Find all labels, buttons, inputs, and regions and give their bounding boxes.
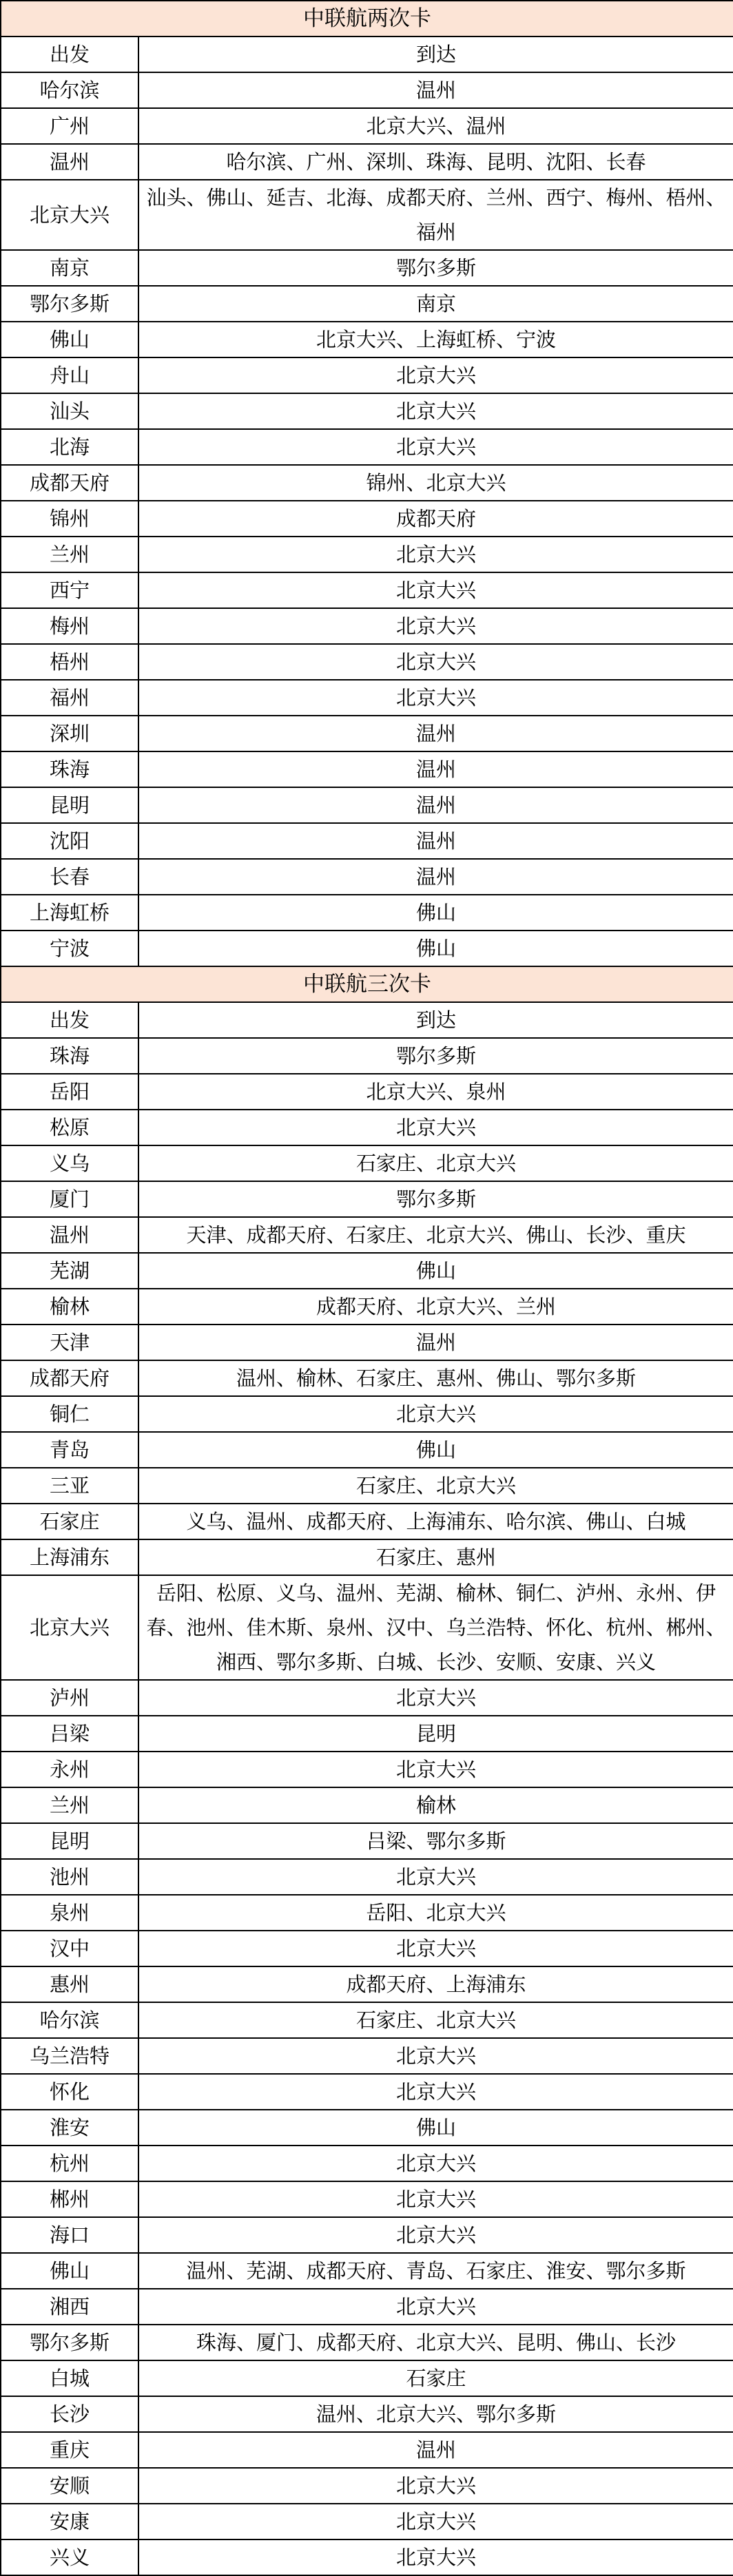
arrival-cell: 石家庄、北京大兴 (138, 2002, 733, 2038)
arrival-cell: 石家庄、北京大兴 (138, 1145, 733, 1181)
table-row (1, 2074, 733, 2110)
table-row (1, 1181, 733, 1217)
arrival-column-header: 到达 (138, 37, 733, 72)
departure-cell: 佛山 (1, 2253, 138, 2289)
arrival-cell: 温州 (138, 859, 733, 895)
departure-cell: 长春 (1, 859, 138, 895)
arrival-cell: 鄂尔多斯 (138, 1181, 733, 1217)
departure-cell: 乌兰浩特 (1, 2038, 138, 2074)
arrival-cell: 天津、成都天府、石家庄、北京大兴、佛山、长沙、重庆 (138, 1217, 733, 1253)
table-row (1, 2146, 733, 2181)
departure-cell: 昆明 (1, 1823, 138, 1859)
arrival-cell: 佛山 (138, 2110, 733, 2146)
departure-cell: 泉州 (1, 1895, 138, 1931)
arrival-cell: 北京大兴 (138, 2038, 733, 2074)
table-row (1, 1038, 733, 1074)
departure-cell: 福州 (1, 680, 138, 716)
table-row (1, 1539, 733, 1575)
table-row (1, 1360, 733, 1396)
arrival-cell: 温州 (138, 787, 733, 823)
departure-cell: 安康 (1, 2504, 138, 2539)
table-row (1, 823, 733, 859)
table-row (1, 1432, 733, 1468)
table-row (1, 2253, 733, 2289)
arrival-cell: 北京大兴 (138, 2074, 733, 2110)
departure-cell: 三亚 (1, 1468, 138, 1504)
departure-cell: 杭州 (1, 2146, 138, 2181)
arrival-cell: 佛山 (138, 895, 733, 931)
departure-cell: 北海 (1, 429, 138, 465)
table-row (1, 501, 733, 537)
arrival-cell: 温州 (138, 751, 733, 787)
departure-cell: 泸州 (1, 1680, 138, 1716)
table-row (1, 537, 733, 572)
arrival-cell: 北京大兴 (138, 1931, 733, 1966)
arrival-cell: 北京大兴 (138, 1110, 733, 1145)
arrival-cell: 成都天府 (138, 501, 733, 537)
departure-cell: 温州 (1, 1217, 138, 1253)
table-row (1, 180, 733, 250)
departure-cell: 汉中 (1, 1931, 138, 1966)
departure-cell: 吕梁 (1, 1716, 138, 1752)
table-row (1, 286, 733, 322)
arrival-cell: 北京大兴 (138, 393, 733, 429)
arrival-cell: 石家庄 (138, 2360, 733, 2396)
arrival-cell: 温州 (138, 2432, 733, 2468)
arrival-cell: 北京大兴 (138, 2181, 733, 2217)
arrival-cell: 成都天府、北京大兴、兰州 (138, 1289, 733, 1325)
table-row (1, 1680, 733, 1716)
arrival-cell: 鄂尔多斯 (138, 1038, 733, 1074)
table-row (1, 250, 733, 286)
table-row (1, 2504, 733, 2539)
departure-cell: 海口 (1, 2217, 138, 2253)
arrival-cell: 义乌、温州、成都天府、上海浦东、哈尔滨、佛山、白城 (138, 1504, 733, 1539)
table-row (1, 1966, 733, 2002)
arrival-cell: 北京大兴 (138, 2289, 733, 2325)
arrival-cell: 北京大兴 (138, 1396, 733, 1432)
arrival-cell: 佛山 (138, 931, 733, 966)
arrival-column-header: 到达 (138, 1002, 733, 1038)
departure-cell: 兴义 (1, 2539, 138, 2575)
departure-cell: 芜湖 (1, 1253, 138, 1289)
departure-cell: 哈尔滨 (1, 72, 138, 108)
table-row (1, 751, 733, 787)
arrival-cell: 珠海、厦门、成都天府、北京大兴、昆明、佛山、长沙 (138, 2325, 733, 2360)
table-row (1, 322, 733, 357)
departure-cell: 永州 (1, 1752, 138, 1787)
arrival-cell: 北京大兴 (138, 644, 733, 680)
arrival-cell: 北京大兴 (138, 680, 733, 716)
table-row (1, 108, 733, 144)
arrival-cell: 北京大兴、上海虹桥、宁波 (138, 322, 733, 357)
arrival-cell: 北京大兴 (138, 2146, 733, 2181)
table-row (1, 572, 733, 608)
table-row (1, 2468, 733, 2504)
table-row (1, 393, 733, 429)
table-row (1, 429, 733, 465)
arrival-cell: 北京大兴 (138, 2468, 733, 2504)
departure-cell: 珠海 (1, 751, 138, 787)
departure-cell: 长沙 (1, 2396, 138, 2432)
departure-cell: 湘西 (1, 2289, 138, 2325)
table-row (1, 1325, 733, 1360)
arrival-cell: 北京大兴 (138, 2539, 733, 2575)
arrival-cell: 锦州、北京大兴 (138, 465, 733, 501)
table-row (1, 1145, 733, 1181)
departure-cell: 义乌 (1, 1145, 138, 1181)
departure-cell: 昆明 (1, 787, 138, 823)
table-row (1, 2360, 733, 2396)
section-title: 中联航两次卡 (1, 1, 733, 37)
arrival-cell: 石家庄、北京大兴 (138, 1468, 733, 1504)
table-row (1, 2110, 733, 2146)
departure-cell: 成都天府 (1, 465, 138, 501)
departure-cell: 锦州 (1, 501, 138, 537)
table-row (1, 1253, 733, 1289)
table-row (1, 72, 733, 108)
arrival-cell: 哈尔滨、广州、深圳、珠海、昆明、沈阳、长春 (138, 144, 733, 180)
departure-cell: 石家庄 (1, 1504, 138, 1539)
arrival-cell: 温州 (138, 823, 733, 859)
arrival-cell: 温州、芜湖、成都天府、青岛、石家庄、淮安、鄂尔多斯 (138, 2253, 733, 2289)
departure-cell: 厦门 (1, 1181, 138, 1217)
table-row (1, 680, 733, 716)
arrival-cell: 北京大兴、泉州 (138, 1074, 733, 1110)
section-header (1, 966, 733, 1002)
departure-cell: 梅州 (1, 608, 138, 644)
arrival-cell: 北京大兴 (138, 572, 733, 608)
arrival-cell: 北京大兴 (138, 1680, 733, 1716)
departure-cell: 上海浦东 (1, 1539, 138, 1575)
table-row (1, 2217, 733, 2253)
table-row (1, 1074, 733, 1110)
departure-cell: 北京大兴 (1, 180, 138, 250)
departure-cell: 南京 (1, 250, 138, 286)
arrival-cell: 岳阳、北京大兴 (138, 1895, 733, 1931)
table-row (1, 2002, 733, 2038)
arrival-cell: 北京大兴、温州 (138, 108, 733, 144)
arrival-cell: 榆林 (138, 1787, 733, 1823)
arrival-cell: 温州、北京大兴、鄂尔多斯 (138, 2396, 733, 2432)
table-row (1, 716, 733, 751)
arrival-cell: 吕梁、鄂尔多斯 (138, 1823, 733, 1859)
departure-cell: 淮安 (1, 2110, 138, 2146)
departure-cell: 兰州 (1, 1787, 138, 1823)
table-row (1, 2539, 733, 2575)
table-row (1, 1289, 733, 1325)
arrival-cell: 北京大兴 (138, 608, 733, 644)
departure-cell: 安顺 (1, 2468, 138, 2504)
arrival-cell: 石家庄、惠州 (138, 1539, 733, 1575)
departure-cell: 兰州 (1, 537, 138, 572)
arrival-cell: 北京大兴 (138, 2217, 733, 2253)
table-row (1, 1716, 733, 1752)
table-row (1, 1752, 733, 1787)
arrival-cell: 南京 (138, 286, 733, 322)
table-row (1, 1895, 733, 1931)
arrival-cell: 温州、榆林、石家庄、惠州、佛山、鄂尔多斯 (138, 1360, 733, 1396)
table-row (1, 1931, 733, 1966)
departure-cell: 鄂尔多斯 (1, 286, 138, 322)
table-row (1, 465, 733, 501)
table-row (1, 2325, 733, 2360)
departure-cell: 宁波 (1, 931, 138, 966)
arrival-cell: 温州 (138, 1325, 733, 1360)
departure-cell: 重庆 (1, 2432, 138, 2468)
departure-cell: 沈阳 (1, 823, 138, 859)
departure-cell: 深圳 (1, 716, 138, 751)
table-row (1, 644, 733, 680)
departure-cell: 梧州 (1, 644, 138, 680)
departure-cell: 郴州 (1, 2181, 138, 2217)
departure-cell: 鄂尔多斯 (1, 2325, 138, 2360)
column-header-row (1, 1002, 733, 1038)
departure-cell: 榆林 (1, 1289, 138, 1325)
arrival-cell: 汕头、佛山、延吉、北海、成都天府、兰州、西宁、梅州、梧州、福州 (138, 180, 733, 250)
arrival-cell: 佛山 (138, 1253, 733, 1289)
departure-column-header: 出发 (1, 1002, 138, 1038)
table-row (1, 2289, 733, 2325)
departure-cell: 铜仁 (1, 1396, 138, 1432)
arrival-cell: 佛山 (138, 1432, 733, 1468)
departure-cell: 舟山 (1, 357, 138, 393)
arrival-cell: 温州 (138, 72, 733, 108)
departure-column-header: 出发 (1, 37, 138, 72)
departure-cell: 上海虹桥 (1, 895, 138, 931)
arrival-cell: 北京大兴 (138, 1752, 733, 1787)
table-row (1, 2432, 733, 2468)
departure-cell: 成都天府 (1, 1360, 138, 1396)
table-row (1, 1468, 733, 1504)
table-row (1, 1217, 733, 1253)
table-row (1, 1110, 733, 1145)
arrival-cell: 昆明 (138, 1716, 733, 1752)
arrival-cell: 温州 (138, 716, 733, 751)
table-row (1, 1396, 733, 1432)
table-row (1, 2038, 733, 2074)
departure-cell: 青岛 (1, 1432, 138, 1468)
departure-cell: 松原 (1, 1110, 138, 1145)
section-title: 中联航三次卡 (1, 966, 733, 1002)
arrival-cell: 成都天府、上海浦东 (138, 1966, 733, 2002)
departure-cell: 惠州 (1, 1966, 138, 2002)
departure-cell: 广州 (1, 108, 138, 144)
table-row (1, 357, 733, 393)
table-row (1, 608, 733, 644)
departure-cell: 怀化 (1, 2074, 138, 2110)
arrival-cell: 北京大兴 (138, 537, 733, 572)
table-row (1, 1787, 733, 1823)
arrival-cell: 鄂尔多斯 (138, 250, 733, 286)
table-row (1, 859, 733, 895)
section-header (1, 1, 733, 37)
arrival-cell: 北京大兴 (138, 2504, 733, 2539)
arrival-cell: 北京大兴 (138, 357, 733, 393)
departure-cell: 珠海 (1, 1038, 138, 1074)
table-row (1, 787, 733, 823)
departure-cell: 西宁 (1, 572, 138, 608)
departure-cell: 北京大兴 (1, 1575, 138, 1680)
table-row (1, 1575, 733, 1680)
departure-cell: 佛山 (1, 322, 138, 357)
table-row (1, 144, 733, 180)
arrival-cell: 北京大兴 (138, 429, 733, 465)
departure-cell: 温州 (1, 144, 138, 180)
table-row (1, 895, 733, 931)
departure-cell: 哈尔滨 (1, 2002, 138, 2038)
departure-cell: 天津 (1, 1325, 138, 1360)
column-header-row (1, 37, 733, 72)
departure-cell: 白城 (1, 2360, 138, 2396)
table-row (1, 1823, 733, 1859)
departure-cell: 汕头 (1, 393, 138, 429)
table-row (1, 2396, 733, 2432)
arrival-cell: 岳阳、松原、义乌、温州、芜湖、榆林、铜仁、泸州、永州、伊春、池州、佳木斯、泉州、汉中、乌兰浩特、怀化、杭州、郴州、湘西、鄂尔多斯、白城、长沙、安顺、安康、兴义 (138, 1575, 733, 1680)
departure-cell: 池州 (1, 1859, 138, 1895)
departure-cell: 岳阳 (1, 1074, 138, 1110)
table-row (1, 1859, 733, 1895)
table-row (1, 931, 733, 966)
arrival-cell: 北京大兴 (138, 1859, 733, 1895)
table-row (1, 1504, 733, 1539)
table-row (1, 2181, 733, 2217)
